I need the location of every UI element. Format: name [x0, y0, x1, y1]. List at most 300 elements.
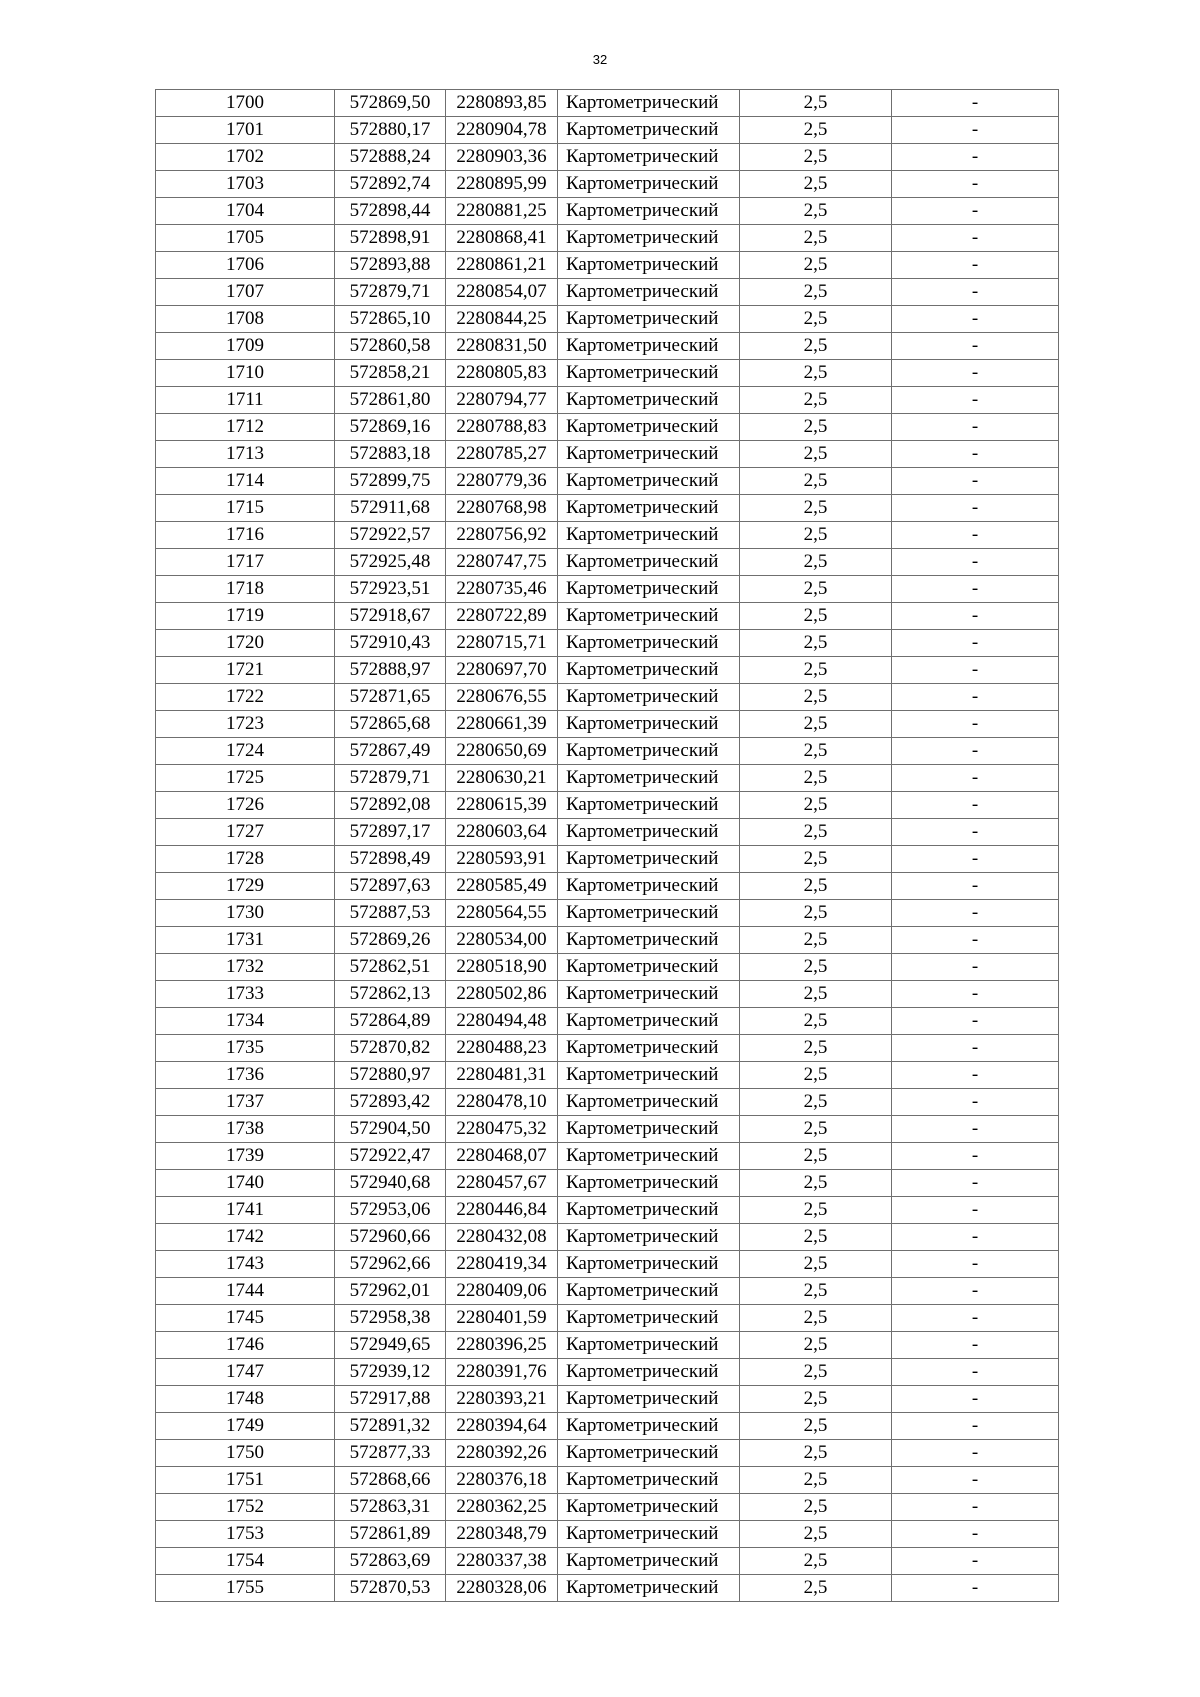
table-row	[156, 1089, 1059, 1116]
point-number-cell: 1720	[156, 630, 335, 657]
point-number-cell: 1702	[156, 144, 335, 171]
accuracy-cell: 2,5	[740, 1197, 892, 1224]
point-number-cell: 1745	[156, 1305, 335, 1332]
x-coordinate-cell: 572962,66	[335, 1251, 446, 1278]
note-cell: -	[892, 657, 1059, 684]
accuracy-cell: 2,5	[740, 1494, 892, 1521]
y-coordinate-cell: 2280722,89	[446, 603, 558, 630]
point-number-cell: 1706	[156, 252, 335, 279]
point-number-cell: 1719	[156, 603, 335, 630]
table-row	[156, 792, 1059, 819]
accuracy-cell: 2,5	[740, 495, 892, 522]
method-cell: Картометрический	[558, 873, 740, 900]
accuracy-cell: 2,5	[740, 90, 892, 117]
y-coordinate-cell: 2280615,39	[446, 792, 558, 819]
note-cell: -	[892, 1278, 1059, 1305]
y-coordinate-cell: 2280362,25	[446, 1494, 558, 1521]
x-coordinate-cell: 572940,68	[335, 1170, 446, 1197]
x-coordinate-cell: 572862,13	[335, 981, 446, 1008]
point-number-cell: 1713	[156, 441, 335, 468]
note-cell: -	[892, 1089, 1059, 1116]
point-number-cell: 1738	[156, 1116, 335, 1143]
table-row	[156, 711, 1059, 738]
page-number: 32	[592, 52, 608, 67]
point-number-cell: 1748	[156, 1386, 335, 1413]
accuracy-cell: 2,5	[740, 117, 892, 144]
note-cell: -	[892, 765, 1059, 792]
point-number-cell: 1725	[156, 765, 335, 792]
table-row	[156, 1278, 1059, 1305]
y-coordinate-cell: 2280854,07	[446, 279, 558, 306]
point-number-cell: 1715	[156, 495, 335, 522]
point-number-cell: 1727	[156, 819, 335, 846]
note-cell: -	[892, 1494, 1059, 1521]
accuracy-cell: 2,5	[740, 1008, 892, 1035]
accuracy-cell: 2,5	[740, 1035, 892, 1062]
y-coordinate-cell: 2280481,31	[446, 1062, 558, 1089]
point-number-cell: 1744	[156, 1278, 335, 1305]
note-cell: -	[892, 684, 1059, 711]
method-cell: Картометрический	[558, 1251, 740, 1278]
point-number-cell: 1711	[156, 387, 335, 414]
method-cell: Картометрический	[558, 144, 740, 171]
table-row	[156, 333, 1059, 360]
x-coordinate-cell: 572877,33	[335, 1440, 446, 1467]
method-cell: Картометрический	[558, 792, 740, 819]
x-coordinate-cell: 572880,97	[335, 1062, 446, 1089]
y-coordinate-cell: 2280785,27	[446, 441, 558, 468]
y-coordinate-cell: 2280446,84	[446, 1197, 558, 1224]
y-coordinate-cell: 2280844,25	[446, 306, 558, 333]
note-cell: -	[892, 1305, 1059, 1332]
y-coordinate-cell: 2280393,21	[446, 1386, 558, 1413]
table-row	[156, 1386, 1059, 1413]
table-row	[156, 846, 1059, 873]
note-cell: -	[892, 1035, 1059, 1062]
note-cell: -	[892, 495, 1059, 522]
point-number-cell: 1710	[156, 360, 335, 387]
table-row	[156, 1548, 1059, 1575]
point-number-cell: 1723	[156, 711, 335, 738]
y-coordinate-cell: 2280468,07	[446, 1143, 558, 1170]
point-number-cell: 1703	[156, 171, 335, 198]
point-number-cell: 1751	[156, 1467, 335, 1494]
accuracy-cell: 2,5	[740, 468, 892, 495]
note-cell: -	[892, 306, 1059, 333]
method-cell: Картометрический	[558, 603, 740, 630]
accuracy-cell: 2,5	[740, 306, 892, 333]
accuracy-cell: 2,5	[740, 1143, 892, 1170]
note-cell: -	[892, 441, 1059, 468]
accuracy-cell: 2,5	[740, 1413, 892, 1440]
point-number-cell: 1716	[156, 522, 335, 549]
method-cell: Картометрический	[558, 333, 740, 360]
point-number-cell: 1726	[156, 792, 335, 819]
y-coordinate-cell: 2280585,49	[446, 873, 558, 900]
y-coordinate-cell: 2280715,71	[446, 630, 558, 657]
table-row	[156, 549, 1059, 576]
note-cell: -	[892, 576, 1059, 603]
note-cell: -	[892, 1467, 1059, 1494]
x-coordinate-cell: 572892,08	[335, 792, 446, 819]
note-cell: -	[892, 252, 1059, 279]
method-cell: Картометрический	[558, 1035, 740, 1062]
y-coordinate-cell: 2280630,21	[446, 765, 558, 792]
method-cell: Картометрический	[558, 981, 740, 1008]
note-cell: -	[892, 171, 1059, 198]
table-row	[156, 981, 1059, 1008]
y-coordinate-cell: 2280534,00	[446, 927, 558, 954]
note-cell: -	[892, 1575, 1059, 1602]
note-cell: -	[892, 117, 1059, 144]
table-row	[156, 441, 1059, 468]
method-cell: Картометрический	[558, 630, 740, 657]
table-row	[156, 954, 1059, 981]
point-number-cell: 1746	[156, 1332, 335, 1359]
accuracy-cell: 2,5	[740, 1440, 892, 1467]
method-cell: Картометрический	[558, 738, 740, 765]
method-cell: Картометрический	[558, 117, 740, 144]
y-coordinate-cell: 2280518,90	[446, 954, 558, 981]
method-cell: Картометрический	[558, 846, 740, 873]
accuracy-cell: 2,5	[740, 1089, 892, 1116]
y-coordinate-cell: 2280457,67	[446, 1170, 558, 1197]
table-row	[156, 495, 1059, 522]
method-cell: Картометрический	[558, 90, 740, 117]
x-coordinate-cell: 572865,10	[335, 306, 446, 333]
accuracy-cell: 2,5	[740, 1116, 892, 1143]
point-number-cell: 1735	[156, 1035, 335, 1062]
table-row	[156, 1143, 1059, 1170]
y-coordinate-cell: 2280409,06	[446, 1278, 558, 1305]
point-number-cell: 1752	[156, 1494, 335, 1521]
method-cell: Картометрический	[558, 711, 740, 738]
x-coordinate-cell: 572922,57	[335, 522, 446, 549]
note-cell: -	[892, 90, 1059, 117]
point-number-cell: 1747	[156, 1359, 335, 1386]
note-cell: -	[892, 1440, 1059, 1467]
point-number-cell: 1721	[156, 657, 335, 684]
note-cell: -	[892, 819, 1059, 846]
y-coordinate-cell: 2280794,77	[446, 387, 558, 414]
table-row	[156, 1359, 1059, 1386]
accuracy-cell: 2,5	[740, 1170, 892, 1197]
accuracy-cell: 2,5	[740, 1224, 892, 1251]
point-number-cell: 1701	[156, 117, 335, 144]
method-cell: Картометрический	[558, 1413, 740, 1440]
point-number-cell: 1740	[156, 1170, 335, 1197]
table-row	[156, 576, 1059, 603]
table-row	[156, 90, 1059, 117]
accuracy-cell: 2,5	[740, 1386, 892, 1413]
method-cell: Картометрический	[558, 1521, 740, 1548]
x-coordinate-cell: 572910,43	[335, 630, 446, 657]
y-coordinate-cell: 2280779,36	[446, 468, 558, 495]
y-coordinate-cell: 2280419,34	[446, 1251, 558, 1278]
accuracy-cell: 2,5	[740, 738, 892, 765]
point-number-cell: 1728	[156, 846, 335, 873]
method-cell: Картометрический	[558, 549, 740, 576]
x-coordinate-cell: 572911,68	[335, 495, 446, 522]
method-cell: Картометрический	[558, 306, 740, 333]
table-row	[156, 198, 1059, 225]
note-cell: -	[892, 1359, 1059, 1386]
x-coordinate-cell: 572962,01	[335, 1278, 446, 1305]
x-coordinate-cell: 572925,48	[335, 549, 446, 576]
y-coordinate-cell: 2280768,98	[446, 495, 558, 522]
method-cell: Картометрический	[558, 954, 740, 981]
note-cell: -	[892, 1548, 1059, 1575]
accuracy-cell: 2,5	[740, 225, 892, 252]
accuracy-cell: 2,5	[740, 900, 892, 927]
x-coordinate-cell: 572893,42	[335, 1089, 446, 1116]
point-number-cell: 1731	[156, 927, 335, 954]
accuracy-cell: 2,5	[740, 333, 892, 360]
note-cell: -	[892, 414, 1059, 441]
table-row	[156, 1035, 1059, 1062]
y-coordinate-cell: 2280676,55	[446, 684, 558, 711]
note-cell: -	[892, 279, 1059, 306]
accuracy-cell: 2,5	[740, 522, 892, 549]
method-cell: Картометрический	[558, 1143, 740, 1170]
x-coordinate-cell: 572880,17	[335, 117, 446, 144]
note-cell: -	[892, 1413, 1059, 1440]
y-coordinate-cell: 2280895,99	[446, 171, 558, 198]
y-coordinate-cell: 2280348,79	[446, 1521, 558, 1548]
table-row	[156, 1008, 1059, 1035]
table-row	[156, 144, 1059, 171]
y-coordinate-cell: 2280756,92	[446, 522, 558, 549]
method-cell: Картометрический	[558, 1548, 740, 1575]
table-row	[156, 360, 1059, 387]
table-row	[156, 1413, 1059, 1440]
table-row	[156, 1170, 1059, 1197]
method-cell: Картометрический	[558, 1305, 740, 1332]
x-coordinate-cell: 572923,51	[335, 576, 446, 603]
method-cell: Картометрический	[558, 1467, 740, 1494]
method-cell: Картометрический	[558, 1170, 740, 1197]
x-coordinate-cell: 572953,06	[335, 1197, 446, 1224]
x-coordinate-cell: 572960,66	[335, 1224, 446, 1251]
y-coordinate-cell: 2280396,25	[446, 1332, 558, 1359]
accuracy-cell: 2,5	[740, 630, 892, 657]
method-cell: Картометрический	[558, 252, 740, 279]
point-number-cell: 1755	[156, 1575, 335, 1602]
accuracy-cell: 2,5	[740, 1467, 892, 1494]
point-number-cell: 1700	[156, 90, 335, 117]
accuracy-cell: 2,5	[740, 387, 892, 414]
note-cell: -	[892, 1062, 1059, 1089]
accuracy-cell: 2,5	[740, 198, 892, 225]
y-coordinate-cell: 2280478,10	[446, 1089, 558, 1116]
x-coordinate-cell: 572899,75	[335, 468, 446, 495]
method-cell: Картометрический	[558, 495, 740, 522]
note-cell: -	[892, 981, 1059, 1008]
table-row	[156, 1440, 1059, 1467]
point-number-cell: 1714	[156, 468, 335, 495]
accuracy-cell: 2,5	[740, 171, 892, 198]
table-row	[156, 684, 1059, 711]
y-coordinate-cell: 2280747,75	[446, 549, 558, 576]
y-coordinate-cell: 2280391,76	[446, 1359, 558, 1386]
method-cell: Картометрический	[558, 1440, 740, 1467]
x-coordinate-cell: 572879,71	[335, 279, 446, 306]
note-cell: -	[892, 549, 1059, 576]
y-coordinate-cell: 2280494,48	[446, 1008, 558, 1035]
y-coordinate-cell: 2280337,38	[446, 1548, 558, 1575]
x-coordinate-cell: 572897,63	[335, 873, 446, 900]
note-cell: -	[892, 711, 1059, 738]
table-row	[156, 1332, 1059, 1359]
y-coordinate-cell: 2280564,55	[446, 900, 558, 927]
x-coordinate-cell: 572898,91	[335, 225, 446, 252]
x-coordinate-cell: 572871,65	[335, 684, 446, 711]
accuracy-cell: 2,5	[740, 765, 892, 792]
y-coordinate-cell: 2280502,86	[446, 981, 558, 1008]
note-cell: -	[892, 468, 1059, 495]
point-number-cell: 1754	[156, 1548, 335, 1575]
accuracy-cell: 2,5	[740, 1548, 892, 1575]
accuracy-cell: 2,5	[740, 279, 892, 306]
note-cell: -	[892, 900, 1059, 927]
method-cell: Картометрический	[558, 819, 740, 846]
y-coordinate-cell: 2280903,36	[446, 144, 558, 171]
x-coordinate-cell: 572870,82	[335, 1035, 446, 1062]
method-cell: Картометрический	[558, 927, 740, 954]
table-row	[156, 1305, 1059, 1332]
note-cell: -	[892, 630, 1059, 657]
y-coordinate-cell: 2280376,18	[446, 1467, 558, 1494]
y-coordinate-cell: 2280661,39	[446, 711, 558, 738]
accuracy-cell: 2,5	[740, 360, 892, 387]
x-coordinate-cell: 572887,53	[335, 900, 446, 927]
point-number-cell: 1742	[156, 1224, 335, 1251]
method-cell: Картометрический	[558, 1278, 740, 1305]
note-cell: -	[892, 1521, 1059, 1548]
method-cell: Картометрический	[558, 657, 740, 684]
x-coordinate-cell: 572922,47	[335, 1143, 446, 1170]
coordinates-table	[155, 89, 1059, 1602]
method-cell: Картометрический	[558, 1359, 740, 1386]
y-coordinate-cell: 2280904,78	[446, 117, 558, 144]
point-number-cell: 1749	[156, 1413, 335, 1440]
point-number-cell: 1712	[156, 414, 335, 441]
x-coordinate-cell: 572869,50	[335, 90, 446, 117]
note-cell: -	[892, 1251, 1059, 1278]
point-number-cell: 1724	[156, 738, 335, 765]
table-row	[156, 117, 1059, 144]
point-number-cell: 1717	[156, 549, 335, 576]
coordinates-table-body	[156, 90, 1059, 1602]
note-cell: -	[892, 198, 1059, 225]
accuracy-cell: 2,5	[740, 981, 892, 1008]
note-cell: -	[892, 333, 1059, 360]
table-row	[156, 1116, 1059, 1143]
x-coordinate-cell: 572860,58	[335, 333, 446, 360]
accuracy-cell: 2,5	[740, 1359, 892, 1386]
y-coordinate-cell: 2280603,64	[446, 819, 558, 846]
x-coordinate-cell: 572858,21	[335, 360, 446, 387]
accuracy-cell: 2,5	[740, 252, 892, 279]
y-coordinate-cell: 2280432,08	[446, 1224, 558, 1251]
x-coordinate-cell: 572862,51	[335, 954, 446, 981]
method-cell: Картометрический	[558, 198, 740, 225]
x-coordinate-cell: 572863,69	[335, 1548, 446, 1575]
method-cell: Картометрический	[558, 1008, 740, 1035]
table-row	[156, 819, 1059, 846]
accuracy-cell: 2,5	[740, 1332, 892, 1359]
y-coordinate-cell: 2280593,91	[446, 846, 558, 873]
table-row	[156, 900, 1059, 927]
method-cell: Картометрический	[558, 279, 740, 306]
accuracy-cell: 2,5	[740, 711, 892, 738]
point-number-cell: 1743	[156, 1251, 335, 1278]
accuracy-cell: 2,5	[740, 1305, 892, 1332]
note-cell: -	[892, 873, 1059, 900]
method-cell: Картометрический	[558, 1575, 740, 1602]
table-row	[156, 279, 1059, 306]
accuracy-cell: 2,5	[740, 144, 892, 171]
note-cell: -	[892, 1386, 1059, 1413]
note-cell: -	[892, 1116, 1059, 1143]
x-coordinate-cell: 572888,24	[335, 144, 446, 171]
method-cell: Картометрический	[558, 1386, 740, 1413]
x-coordinate-cell: 572861,89	[335, 1521, 446, 1548]
accuracy-cell: 2,5	[740, 1062, 892, 1089]
note-cell: -	[892, 1332, 1059, 1359]
point-number-cell: 1736	[156, 1062, 335, 1089]
accuracy-cell: 2,5	[740, 1521, 892, 1548]
point-number-cell: 1741	[156, 1197, 335, 1224]
method-cell: Картометрический	[558, 1062, 740, 1089]
point-number-cell: 1705	[156, 225, 335, 252]
x-coordinate-cell: 572949,65	[335, 1332, 446, 1359]
point-number-cell: 1737	[156, 1089, 335, 1116]
x-coordinate-cell: 572888,97	[335, 657, 446, 684]
x-coordinate-cell: 572879,71	[335, 765, 446, 792]
accuracy-cell: 2,5	[740, 927, 892, 954]
y-coordinate-cell: 2280697,70	[446, 657, 558, 684]
method-cell: Картометрический	[558, 1224, 740, 1251]
accuracy-cell: 2,5	[740, 603, 892, 630]
x-coordinate-cell: 572869,16	[335, 414, 446, 441]
x-coordinate-cell: 572898,49	[335, 846, 446, 873]
y-coordinate-cell: 2280831,50	[446, 333, 558, 360]
point-number-cell: 1704	[156, 198, 335, 225]
x-coordinate-cell: 572898,44	[335, 198, 446, 225]
method-cell: Картометрический	[558, 576, 740, 603]
note-cell: -	[892, 1008, 1059, 1035]
accuracy-cell: 2,5	[740, 846, 892, 873]
x-coordinate-cell: 572883,18	[335, 441, 446, 468]
accuracy-cell: 2,5	[740, 1575, 892, 1602]
method-cell: Картометрический	[558, 225, 740, 252]
x-coordinate-cell: 572863,31	[335, 1494, 446, 1521]
method-cell: Картометрический	[558, 1089, 740, 1116]
x-coordinate-cell: 572893,88	[335, 252, 446, 279]
table-row	[156, 1575, 1059, 1602]
table-row	[156, 1494, 1059, 1521]
table-row	[156, 522, 1059, 549]
y-coordinate-cell: 2280488,23	[446, 1035, 558, 1062]
table-row	[156, 738, 1059, 765]
note-cell: -	[892, 387, 1059, 414]
note-cell: -	[892, 1170, 1059, 1197]
point-number-cell: 1729	[156, 873, 335, 900]
method-cell: Картометрический	[558, 387, 740, 414]
x-coordinate-cell: 572861,80	[335, 387, 446, 414]
note-cell: -	[892, 603, 1059, 630]
